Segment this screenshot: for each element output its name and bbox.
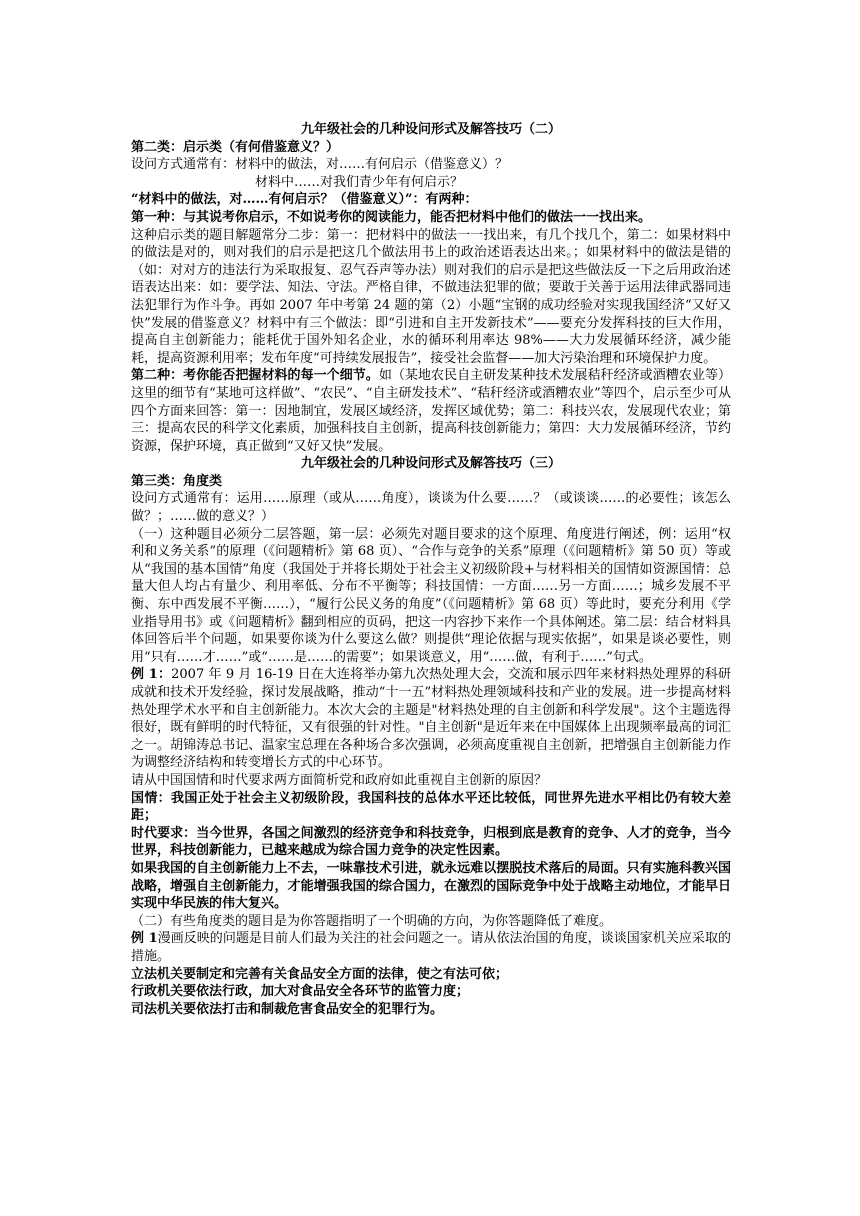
answer-executive: 行政机关要依法行政，加大对食品安全各环节的监管力度； [131, 984, 470, 1000]
section-title-2: 九年级社会的几种设问形式及解答技巧（二） [300, 122, 561, 137]
type-two-paragraph [131, 367, 731, 455]
example-2-label: 例 1 [131, 931, 158, 947]
type-two-body: 如（某地农民自主研发某种技术发展秸秆经济或酒糟农业等）这里的细节有“某地可这样做”、“农民”、“自主研发技术”、“秸秆经济或酒糟农业”等四个，启示至少可从四个方面来回答：第一：因地制宜，发展区域经济，发挥区域优势；第二：科技兴农，发展现代农业；第三：提高农民的科学文化素质，加强科技自主创新，提高科技创新能力；第四：大力发展循环经济，节约资源，保护环境，真正做到“又好又快”发展。 [131, 368, 731, 454]
document-page [131, 121, 731, 1018]
example-1-paragraph [131, 666, 731, 772]
example-1-label: 例 1： [131, 667, 172, 683]
type-two-heading: 第二种：考你能否把握材料的每一个细节。 [131, 368, 379, 384]
bold-subheading: “材料中的做法，对……有何启示？（借鉴意义）”：有两种： [131, 192, 478, 208]
question-format-line-1: 设问方式通常有：材料中的做法，对……有何启示（借鉴意义）？ [131, 157, 509, 173]
answer-judiciary: 司法机关要依法打击和制裁危害食品安全的犯罪行为。 [131, 1001, 444, 1017]
type-one-heading: 第一种：与其说考你启示，不如说考你的阅读能力，能否把材料中他们的做法一一找出来。 [131, 209, 652, 225]
section-title-3: 九年级社会的几种设问形式及解答技巧（三） [300, 456, 561, 472]
type-one-explanation: 这种启示类的题目解题常分二步：第一：把材料中的做法一一找出来，有几个找几个，第二：如果材料中的做法是对的，则对我们的启示是把这几个做法用书上的政治述语表达出来。；如果材料中的做法是错的（如：对对方的违法行为采取报复、忍气吞声等办法）则对我们的启示是把这些做法反一下之后用政治述语表达出来：如：要学法、知法、守法。严格自律，不做违法犯罪的做；要敢于关善于运用法律武器同违法犯罪行为作斗争。再如 2007 年中考第 24 题的第（2）小题“宝钢的成功经验对实现我国经济“又好又快”发展的借鉴意义？材料中有三个做法：即“引进和自主开发新技术”——要充分发挥科技的巨大作用，提高自主创新能力；能耗优于国外知名企业，水的循环利用率达 98%——大力发展循环经济，减少能耗，提高资源利用率；发布年度“可持续发展报告”，接受社会监督——加大污染治理和环境保护力度。 [131, 227, 731, 366]
section-heading-2: 第二类：启示类（有何借鉴意义？） [131, 139, 340, 155]
example-2-body: 漫画反映的问题是目前人们最为关注的社会问题之一。请从依法治国的角度，谈谈国家机关应采取的措施。 [131, 931, 731, 964]
answer-national-conditions: 国情：我国正处于社会主义初级阶段，我国科技的总体水平还比较低，同世界先进水平相比仍有较大差距； [131, 790, 731, 824]
example-2-paragraph [131, 930, 731, 965]
angle-explanation: （一）这种题目必须分二层答题，第一层：必须先对题目要求的这个原理、角度进行阐述，例：运用“权利和义务关系”的原理（《问题精析》第 68 页）、“合作与竞争的关系”原理（《问题精析》第 50 页）等或从“我国的基本国情”角度（我国处于并将长期处于社会主义初级阶段+与材料相关的国情如资源国情：总量大但人均占有量少、利用率低、分布不平衡等；科技国情：一方面……另一方面……；城乡发展不平衡、东中西发展不平衡……），“履行公民义务的角度”（《问题精析》第 68 页）等此时，要充分利用《学业指导用书》或《问题精析》翻到相应的页码，把这一内容抄下来作一个具体阐述。第二层：结合材料具体回答后半个问题，如果要你谈为什么要这么做？则提供“理论依据与现实依据”，如果是谈必要性，则用“只有……才……”或“……是……的需要”；如果谈意义，用“……做，有利于……”句式。 [131, 526, 731, 665]
answer-conclusion: 如果我国的自主创新能力上不去，一味靠技术引进，就永远难以摆脱技术落后的局面。只有实施科教兴国战略，增强自主创新能力，才能增强我国的综合国力，在激烈的国际竞争中处于战略主动地位，才能早日实现中华民族的伟大复兴。 [131, 860, 731, 912]
question-format-line-2: 材料中……对我们青少年有何启示？ [255, 174, 464, 190]
answer-era-requirements: 时代要求：当今世界，各国之间激烈的经济竞争和科技竞争，归根到底是教育的竞争、人才的竞争，当今世界，科技创新能力，已越来越成为综合国力竞争的决定性因素。 [131, 825, 731, 859]
section-heading-3: 第三类：角度类 [131, 473, 223, 489]
example-1-body: 2007 年 9 月 16-19 日在大连将举办第九次热处理大会，交流和展示四年来材料热处理界的科研成就和技术开发经验，探讨发展战略，推动“十一五”材料热处理领域科技和产业的发展。进一步提高材料热处理学术水平和自主创新能力。本次大会的主题是"材料热处理的自主创新和科学发展"。这个主题选得很好，既有鲜明的时代特征，又有很强的针对性。"自主创新"是近年来在中国媒体上出现频率最高的词汇之一。胡锦涛总书记、温家宝总理在各种场合多次强调，必须高度重视自主创新，把增强自主创新能力作为调整经济结构和转变增长方式的中心环节。 [131, 667, 731, 771]
answer-legislature: 立法机关要制定和完善有关食品安全方面的法律，使之有法可依； [131, 966, 509, 982]
angle-part-two: （二）有些角度类的题目是为你答题指明了一个明确的方向，为你答题降低了难度。 [131, 913, 613, 929]
example-1-question: 请从中国国情和时代要求两方面简析党和政府如此重视自主创新的原因？ [131, 772, 548, 788]
question-format-line-3: 设问方式通常有：运用……原理（或从……角度），谈谈为什么要……？（或谈谈……的必要性；该怎么做？；……做的意义？） [131, 491, 731, 525]
